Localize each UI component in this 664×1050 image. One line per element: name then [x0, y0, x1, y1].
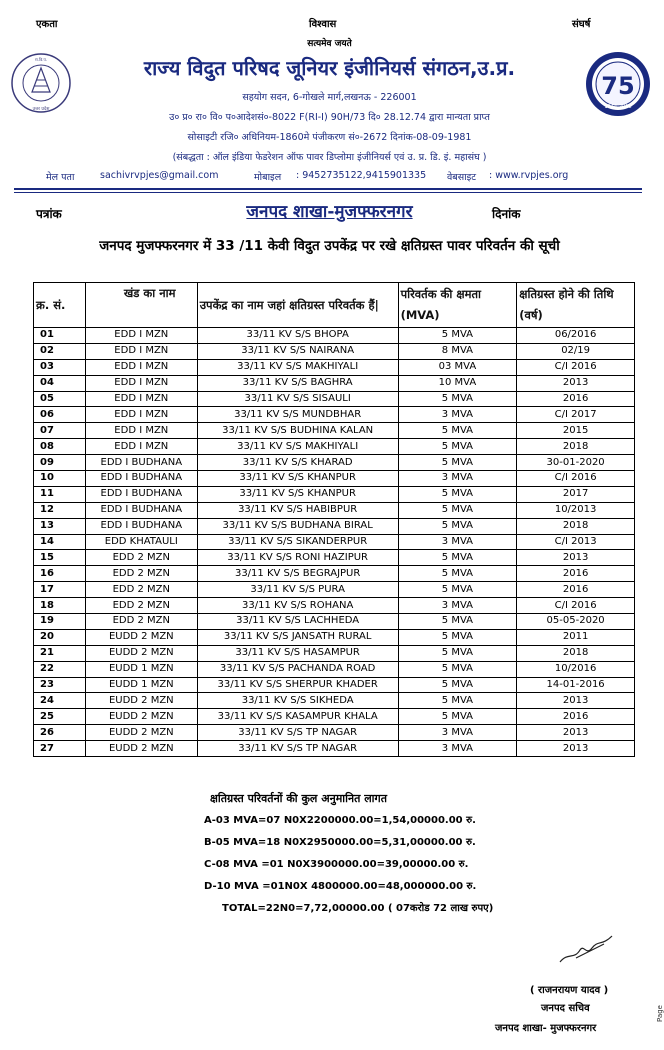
cell-substation: 33/11 KV S/S HABIBPUR: [197, 502, 398, 518]
col-header-capacity: परिवर्तक की क्षमता (MVA): [398, 283, 517, 328]
email-address[interactable]: sachivrvpjes@gmail.com: [100, 170, 219, 181]
page-marker: Page: [656, 1005, 664, 1022]
cell-damage-date: 2011: [517, 629, 635, 645]
cell-damage-date: C/I 2013: [517, 534, 635, 550]
cell-capacity: 3 MVA: [398, 598, 517, 614]
cell-damage-date: 2013: [517, 741, 635, 757]
cell-substation: 33/11 KV S/S SIKANDERPUR: [197, 534, 398, 550]
col-header-serial: क्र. सं.: [34, 283, 86, 328]
cell-serial: 23: [34, 677, 86, 693]
cell-division: EDD I MZN: [85, 359, 197, 375]
handwritten-signature: [556, 930, 616, 970]
table-row: [34, 328, 635, 344]
cell-division: EDD I BUDHANA: [85, 518, 197, 534]
table-row: [34, 741, 635, 757]
cell-serial: 27: [34, 741, 86, 757]
cell-capacity: 5 MVA: [398, 582, 517, 598]
table-row: [34, 375, 635, 391]
cell-capacity: 3 MVA: [398, 407, 517, 423]
cell-division: EDD 2 MZN: [85, 598, 197, 614]
cell-substation: 33/11 KV S/S BUDHINA KALAN: [197, 423, 398, 439]
cell-division: EDD I MZN: [85, 343, 197, 359]
table-row: [34, 645, 635, 661]
cost-title: क्षतिग्रस्त परिवर्तनों की कुल अनुमानित लागत: [210, 792, 387, 805]
cell-damage-date: 10/2013: [517, 502, 635, 518]
ref-label: पत्रांक: [36, 207, 62, 221]
svg-text:उत्तर प्रदेश: उत्तर प्रदेश: [32, 107, 50, 112]
cell-serial: 11: [34, 486, 86, 502]
cell-substation: 33/11 KV S/S KASAMPUR KHALA: [197, 709, 398, 725]
cell-capacity: 5 MVA: [398, 629, 517, 645]
table-row: [34, 566, 635, 582]
table-row: [34, 343, 635, 359]
cell-damage-date: 2013: [517, 375, 635, 391]
cell-substation: 33/11 KV S/S BHOPA: [197, 328, 398, 344]
cell-capacity: 5 MVA: [398, 693, 517, 709]
table-row: [34, 693, 635, 709]
mobile-label: मोबाइल: [254, 172, 282, 183]
website-label: वेबसाइट: [447, 172, 477, 183]
cell-division: EDD KHATAULI: [85, 534, 197, 550]
table-row: [34, 407, 635, 423]
cell-serial: 15: [34, 550, 86, 566]
cell-substation: 33/11 KV S/S MAKHIYALI: [197, 439, 398, 455]
cell-division: EUDD 2 MZN: [85, 693, 197, 709]
cell-serial: 10: [34, 471, 86, 487]
registration-line: सोसाइटी रजि० अधिनियम-1860मे पंजीकरण सं०-2672 दिनांक-08-09-1981: [187, 132, 472, 143]
col-header-damage-date: क्षतिग्रस्त होने की तिथि (वर्ष): [517, 283, 635, 328]
cell-capacity: 10 MVA: [398, 375, 517, 391]
cell-division: EDD 2 MZN: [85, 614, 197, 630]
cell-damage-date: 2016: [517, 582, 635, 598]
table-row: [34, 391, 635, 407]
affiliation-line: (संबद्धता : ऑल इंडिया फेडरेशन ऑफ पावर डिप्लोमा इंजीनियर्स एवं उ. प्र. डि. इं. महासंघ ): [172, 152, 487, 163]
cost-line-c: C-08 MVA =01 N0X3900000.00=39,00000.00 रु.: [204, 859, 469, 870]
cell-serial: 08: [34, 439, 86, 455]
table-row: [34, 725, 635, 741]
cell-capacity: 5 MVA: [398, 518, 517, 534]
cell-serial: 12: [34, 502, 86, 518]
cell-division: EUDD 2 MZN: [85, 725, 197, 741]
table-row: [34, 582, 635, 598]
table-row: [34, 439, 635, 455]
cell-substation: 33/11 KV S/S KHANPUR: [197, 486, 398, 502]
table-row: [34, 359, 635, 375]
cell-substation: 33/11 KV S/S TP NAGAR: [197, 741, 398, 757]
cost-total: TOTAL=22N0=7,72,00000.00 ( 07करोड 72 लाख रुपए): [222, 903, 494, 914]
header-divider-thin: [14, 192, 642, 193]
cell-damage-date: C/I 2016: [517, 471, 635, 487]
table-row: [34, 471, 635, 487]
cell-serial: 25: [34, 709, 86, 725]
cell-serial: 14: [34, 534, 86, 550]
cell-serial: 26: [34, 725, 86, 741]
cell-serial: 16: [34, 566, 86, 582]
cell-capacity: 5 MVA: [398, 614, 517, 630]
table-row: [34, 502, 635, 518]
table-row: [34, 709, 635, 725]
cell-capacity: 8 MVA: [398, 343, 517, 359]
cost-line-b: B-05 MVA=18 N0X2950000.00=5,31,00000.00 रु.: [204, 837, 476, 848]
cell-damage-date: 2016: [517, 709, 635, 725]
cell-substation: 33/11 KV S/S BAGHRA: [197, 375, 398, 391]
cell-capacity: 5 MVA: [398, 502, 517, 518]
cell-division: EDD I MZN: [85, 423, 197, 439]
cell-division: EDD I MZN: [85, 328, 197, 344]
cell-capacity: 3 MVA: [398, 725, 517, 741]
cell-serial: 03: [34, 359, 86, 375]
cell-division: EUDD 2 MZN: [85, 741, 197, 757]
cell-capacity: 5 MVA: [398, 677, 517, 693]
col-header-division: खंड का नाम: [85, 283, 197, 328]
cell-serial: 18: [34, 598, 86, 614]
cell-division: EDD I MZN: [85, 375, 197, 391]
cell-serial: 06: [34, 407, 86, 423]
cell-damage-date: 2016: [517, 566, 635, 582]
cell-substation: 33/11 KV S/S PACHANDA ROAD: [197, 661, 398, 677]
cell-capacity: 3 MVA: [398, 741, 517, 757]
cell-division: EDD I MZN: [85, 439, 197, 455]
document-subtitle: जनपद मुजफ्फरनगर में 33 /11 केवी विदुत उपकेंद्र पर रखे क्षतिग्रस्त पावर परिवर्तन की सूची: [99, 238, 560, 254]
signatory-designation: जनपद सचिव: [541, 1003, 590, 1014]
cell-substation: 33/11 KV S/S TP NAGAR: [197, 725, 398, 741]
cell-division: EUDD 2 MZN: [85, 629, 197, 645]
cell-substation: 33/11 KV S/S SHERPUR KHADER: [197, 677, 398, 693]
cell-capacity: 03 MVA: [398, 359, 517, 375]
recognition-line: उ० प्र० रा० वि० प०आदेशसं०-8022 F(RI-I) 90H/73 दि० 28.12.74 द्वारा मान्यता प्राप्त: [169, 112, 490, 123]
cell-division: EDD I MZN: [85, 407, 197, 423]
cell-damage-date: 02/19: [517, 343, 635, 359]
cell-damage-date: C/I 2016: [517, 598, 635, 614]
cell-capacity: 5 MVA: [398, 566, 517, 582]
cell-substation: 33/11 KV S/S MUNDBHAR: [197, 407, 398, 423]
cell-substation: 33/11 KV S/S KHARAD: [197, 455, 398, 471]
cell-damage-date: 10/2016: [517, 661, 635, 677]
col-header-substation: उपकेंद्र का नाम जहां क्षतिग्रस्त परिवर्तक हैं|: [197, 283, 398, 328]
table-row: [34, 423, 635, 439]
cell-damage-date: 2018: [517, 518, 635, 534]
table-header-row: [34, 283, 635, 328]
cell-serial: 17: [34, 582, 86, 598]
cell-damage-date: 2017: [517, 486, 635, 502]
branch-title: जनपद शाखा-मुजफ्फरनगर: [246, 202, 413, 222]
svg-text:रा.वि.प.: रा.वि.प.: [34, 57, 48, 62]
cell-damage-date: C/I 2017: [517, 407, 635, 423]
cell-serial: 09: [34, 455, 86, 471]
cell-damage-date: 2018: [517, 645, 635, 661]
cell-division: EDD I MZN: [85, 391, 197, 407]
cell-serial: 19: [34, 614, 86, 630]
header-right-word: संघर्ष: [572, 19, 591, 30]
cell-substation: 33/11 KV S/S RONI HAZIPUR: [197, 550, 398, 566]
cell-capacity: 5 MVA: [398, 709, 517, 725]
cell-division: EDD I BUDHANA: [85, 502, 197, 518]
cell-substation: 33/11 KV S/S JANSATH RURAL: [197, 629, 398, 645]
cell-serial: 21: [34, 645, 86, 661]
cell-serial: 05: [34, 391, 86, 407]
cell-damage-date: 2018: [517, 439, 635, 455]
signatory-name: ( राजनरायण यादव ): [530, 985, 609, 996]
date-label: दिनांक: [492, 207, 521, 221]
cell-division: EDD 2 MZN: [85, 550, 197, 566]
cell-damage-date: C/I 2016: [517, 359, 635, 375]
table-row: [34, 598, 635, 614]
cell-capacity: 5 MVA: [398, 486, 517, 502]
cell-substation: 33/11 KV S/S ROHANA: [197, 598, 398, 614]
cell-damage-date: 14-01-2016: [517, 677, 635, 693]
mobile-number: : 9452735122,9415901335: [296, 170, 427, 181]
org-name: राज्य विदुत परिषद जूनियर इंजीनियर्स संगठन,उ.प्र.: [143, 56, 516, 80]
cell-damage-date: 2016: [517, 391, 635, 407]
cell-capacity: 3 MVA: [398, 534, 517, 550]
cell-capacity: 5 MVA: [398, 439, 517, 455]
cell-serial: 02: [34, 343, 86, 359]
cell-capacity: 5 MVA: [398, 661, 517, 677]
cell-division: EDD I BUDHANA: [85, 471, 197, 487]
cell-division: EDD 2 MZN: [85, 582, 197, 598]
cost-line-d: D-10 MVA =01N0X 4800000.00=48,000000.00 रु.: [204, 881, 477, 892]
table-row: [34, 534, 635, 550]
cell-capacity: 5 MVA: [398, 550, 517, 566]
cell-capacity: 5 MVA: [398, 391, 517, 407]
cell-serial: 24: [34, 693, 86, 709]
cell-division: EDD I BUDHANA: [85, 486, 197, 502]
cell-capacity: 5 MVA: [398, 328, 517, 344]
header-center-word: विश्वास: [309, 19, 337, 30]
cell-damage-date: 30-01-2020: [517, 455, 635, 471]
cell-division: EDD I BUDHANA: [85, 455, 197, 471]
cell-capacity: 3 MVA: [398, 471, 517, 487]
cell-substation: 33/11 KV S/S LACHHEDA: [197, 614, 398, 630]
transformer-table: [33, 282, 635, 757]
table-row: [34, 614, 635, 630]
motto: सत्यमेव जयते: [307, 39, 352, 49]
table-row: [34, 677, 635, 693]
svg-text:75: 75: [601, 72, 635, 100]
cell-division: EUDD 2 MZN: [85, 709, 197, 725]
cell-damage-date: 2015: [517, 423, 635, 439]
org-address: सहयोग सदन, 6-गोखले मार्ग,लखनऊ - 226001: [242, 92, 417, 103]
cell-serial: 07: [34, 423, 86, 439]
cell-substation: 33/11 KV S/S SIKHEDA: [197, 693, 398, 709]
cell-substation: 33/11 KV S/S KHANPUR: [197, 471, 398, 487]
cell-division: EUDD 1 MZN: [85, 677, 197, 693]
cell-damage-date: 2013: [517, 725, 635, 741]
cell-damage-date: 2013: [517, 693, 635, 709]
cell-serial: 20: [34, 629, 86, 645]
header-divider: [14, 188, 642, 190]
website-link[interactable]: : www.rvpjes.org: [489, 170, 569, 181]
cell-capacity: 5 MVA: [398, 645, 517, 661]
cell-damage-date: 2013: [517, 550, 635, 566]
cell-serial: 13: [34, 518, 86, 534]
table-row: [34, 629, 635, 645]
cell-substation: 33/11 KV S/S HASAMPUR: [197, 645, 398, 661]
table-row: [34, 518, 635, 534]
cost-line-a: A-03 MVA=07 N0X2200000.00=1,54,00000.00 रु.: [204, 815, 476, 826]
cell-substation: 33/11 KV S/S NAIRANA: [197, 343, 398, 359]
table-row: [34, 486, 635, 502]
svg-text:1944-2018: 1944-2018: [604, 104, 632, 110]
cell-substation: 33/11 KV S/S PURA: [197, 582, 398, 598]
signatory-branch: जनपद शाखा- मुजफ्फरनगर: [495, 1023, 597, 1034]
cell-serial: 22: [34, 661, 86, 677]
table-row: [34, 455, 635, 471]
cell-substation: 33/11 KV S/S MAKHIYALI: [197, 359, 398, 375]
cell-damage-date: 05-05-2020: [517, 614, 635, 630]
cell-substation: 33/11 KV S/S BUDHANA BIRAL: [197, 518, 398, 534]
cell-serial: 01: [34, 328, 86, 344]
table-row: [34, 661, 635, 677]
cell-division: EUDD 1 MZN: [85, 661, 197, 677]
cell-division: EUDD 2 MZN: [85, 645, 197, 661]
cell-serial: 04: [34, 375, 86, 391]
cell-capacity: 5 MVA: [398, 455, 517, 471]
table-row: [34, 550, 635, 566]
cell-substation: 33/11 KV S/S SISAULI: [197, 391, 398, 407]
cell-substation: 33/11 KV S/S BEGRAJPUR: [197, 566, 398, 582]
cell-division: EDD 2 MZN: [85, 566, 197, 582]
cell-damage-date: 06/2016: [517, 328, 635, 344]
header-left-word: एकता: [36, 19, 58, 30]
email-label: मेल पता: [46, 172, 75, 183]
cell-capacity: 5 MVA: [398, 423, 517, 439]
